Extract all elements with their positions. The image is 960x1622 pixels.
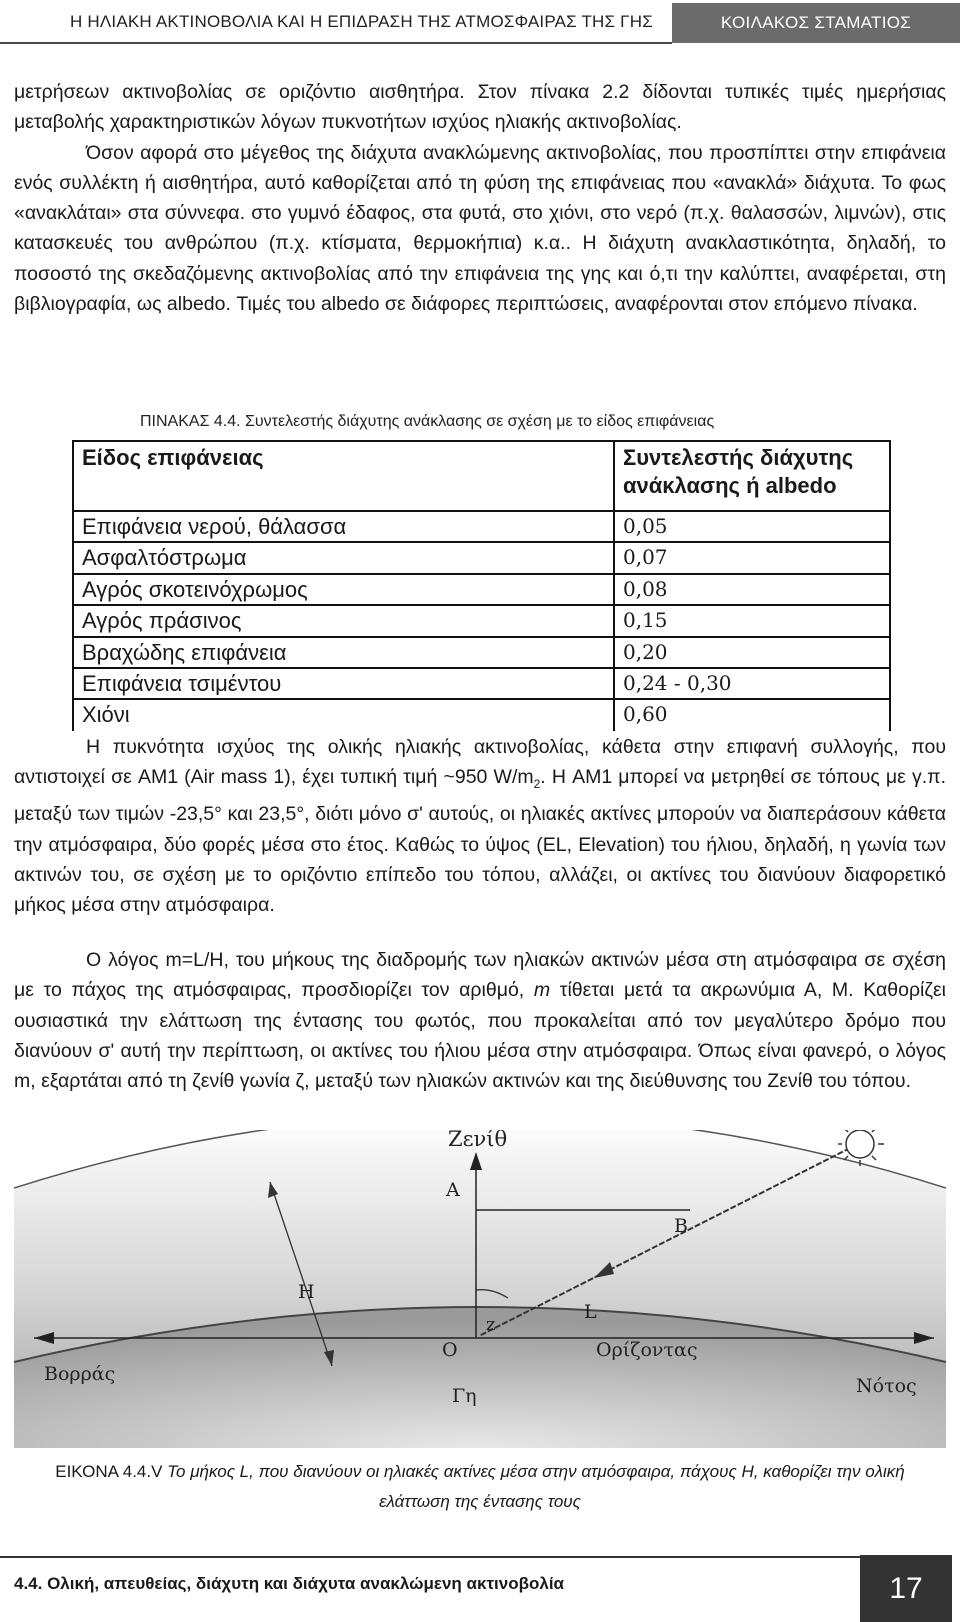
label-zenith: Ζενίθ — [448, 1130, 508, 1151]
paragraph-1: μετρήσεων ακτινοβολίας σε οριζόντιο αισθητήρα. Στον πίνακα 2.2 δίδονται τυπικές τιμές ημερήσιας μεταβολής χαρακτηριστικών λόγων πυκνοτήτων ισχύος ηλιακής ακτινοβολίας. — [14, 81, 946, 134]
air-mass-figure — [14, 1130, 946, 1448]
albedo-table — [72, 440, 891, 731]
paragraph-3-part1: Η πυκνότητα ισχύος της ολικής ηλιακής ακτινοβολίας, κάθετα στην επιφανή συλλογής, που αντιστοιχεί σε AM1 (Air mass 1), έχει τυπική τιμή ~950 W/m — [14, 736, 946, 789]
albedo-cell: 0,07 — [614, 542, 890, 573]
paragraph-4-m: m — [533, 979, 551, 1002]
label-earth: Γη — [452, 1385, 477, 1407]
paragraph-4-part2: τίθεται μετά τα ακρωνύμια Α, Μ. Καθορίζει ουσιαστικά την ελάττωση της έντασης του φωτός, που προκαλείται από τον μεγαλύτερο δρόμο που διανύουν σ' αυτή την περίπτωση, οι ακτίνες του ήλιου μέσα στην ατμόσφαιρα. Όπως είναι φανερό, ο λόγος m, εξαρτάται από τη ζενίθ γωνία ζ, μεταξύ των ηλιακών ακτινών και της διεύθυνσης του Ζενίθ του τόπου. — [14, 979, 946, 1093]
table-row — [73, 668, 890, 699]
table-header-albedo — [614, 441, 890, 511]
table-row — [73, 511, 890, 542]
table-caption: ΠΙΝΑΚΑΣ 4.4. Συντελεστής διάχυτης ανάκλασης σε σχέση με το είδος επιφάνειας — [140, 413, 715, 430]
page-header — [0, 0, 960, 44]
albedo-cell: 0,60 — [614, 699, 890, 730]
label-h: H — [298, 1281, 315, 1303]
air-mass-diagram — [14, 1130, 946, 1448]
paragraph-3-part2: . Η AM1 μπορεί να μετρηθεί σε τόπους με γ.π. μεταξύ των τιμών -23,5° και 23,5°, διότι μόνο σ' αυτούς, οι ηλιακές ακτίνες μπορούν να διαπεράσουν κάθετα την ατμόσφαιρα, δύο φορές μέσα στο έτος. Καθώς το ύψος (EL, Elevation) του ήλιου, δηλαδή, η γωνία των ακτινών του, σε σχέση με το οριζόντιο επίπεδο του τόπου, αλλάζει, οι ακτίνες του διανύουν διαφορετικό μήκος μέσα στην ατμόσφαιρα. — [14, 766, 946, 917]
header-title: Η ΗΛΙΑΚΗ ΑΚΤΙΝΟΒΟΛΙΑ ΚΑΙ Η ΕΠΙΔΡΑΣΗ ΤΗΣ ΑΤΜΟΣΦΑΙΡΑΣ ΤΗΣ ΓΗΣ — [70, 12, 653, 31]
albedo-cell: 0,15 — [614, 605, 890, 636]
label-l: L — [584, 1301, 597, 1323]
table-header-albedo-line2: ανάκλασης ή albedo — [623, 473, 837, 498]
label-z: z — [486, 1314, 496, 1335]
paragraph-4 — [14, 945, 946, 1096]
figure-caption-label: ΕΙΚΟΝΑ 4.4.V — [55, 1462, 163, 1481]
table-header-row — [73, 441, 890, 511]
paragraph-3 — [14, 732, 946, 921]
footer-section-title: 4.4. Ολική, απευθείας, διάχυτη και διάχυτα ανακλώμενη ακτινοβολία — [14, 1574, 565, 1593]
figure-caption-text: Το μήκος L, που διανύουν οι ηλιακές ακτίνες μέσα στην ατμόσφαιρα, πάχους H, καθορίζει την ολική ελάττωση της έντασης τους — [167, 1462, 905, 1511]
label-south: Νότος — [856, 1375, 917, 1397]
figure-caption — [20, 1457, 940, 1517]
paragraph-2: Όσον αφορά στο μέγεθος της διάχυτα ανακλώμενης ακτινοβολίας, που προσπίπτει στην επιφάνεια ενός συλλέκτη ή αισθητήρα, αυτό καθορίζεται από τη φύση της επιφάνειας που «ανακλά» διάχυτα. Το φως «ανακλάται» στα σύννεφα. στο γυμνό έδαφος, στα φυτά, στο χιόνι, στο νερό (π.χ. θαλασσών, λιμνών), στις κατασκευές του ανθρώπου (π.χ. κτίσματα, θερμοκήπια) κ.α.. Η διάχυτη ανακλαστικότητα, δηλαδή, το ποσοστό της σκεδαζόμενης ακτινοβολίας από την επιφάνεια της γης και ό,τι την καλύπτει, αναφέρεται, στη βιβλιογραφία, ως albedo. Τιμές του albedo σε διάφορες περιπτώσεις, αναφέρονται στον επόμενο πίνακα. — [14, 141, 946, 316]
label-a: A — [446, 1179, 460, 1201]
surface-cell: Επιφάνεια τσιμέντου — [73, 668, 614, 699]
surface-cell: Χιόνι — [73, 699, 614, 730]
surface-cell: Βραχώδης επιφάνεια — [73, 637, 614, 668]
footer-rule — [0, 1556, 860, 1558]
label-b: B — [674, 1215, 688, 1237]
albedo-cell: 0,08 — [614, 574, 890, 605]
table-row — [73, 542, 890, 573]
paragraph-4-part1: Ο λόγος m=L/H, του μήκους της διαδρομής των ηλιακών ακτινών μέσα στη ατμόσφαιρα σε σχέση με το πάχος της ατμόσφαιρας, προσδιορίζει τον αριθμό, — [14, 949, 946, 1002]
surface-cell: Επιφάνεια νερού, θάλασσα — [73, 511, 614, 542]
table-header-surface: Είδος επιφάνειας — [73, 441, 614, 511]
surface-cell: Ασφαλτόστρωμα — [73, 542, 614, 573]
label-horizon: Ορίζοντας — [596, 1339, 698, 1361]
table-row — [73, 637, 890, 668]
albedo-cell: 0,05 — [614, 511, 890, 542]
table-row — [73, 605, 890, 636]
surface-cell: Αγρός πράσινος — [73, 605, 614, 636]
table-row — [73, 574, 890, 605]
table-row — [73, 699, 890, 730]
label-north: Βορράς — [44, 1363, 116, 1385]
page-number: 17 — [860, 1555, 952, 1622]
label-o: O — [442, 1339, 458, 1361]
table-header-albedo-line1: Συντελεστής διάχυτης — [623, 445, 854, 470]
intro-text — [14, 77, 946, 319]
albedo-cell: 0,20 — [614, 637, 890, 668]
albedo-cell: 0,24 - 0,30 — [614, 668, 890, 699]
header-author: ΚΟΙΛΑΚΟΣ ΣΤΑΜΑΤΙΟΣ — [672, 3, 960, 43]
paragraph-3-subscript: 2 — [533, 777, 541, 792]
header-rule — [0, 42, 672, 44]
surface-cell: Αγρός σκοτεινόχρωμος — [73, 574, 614, 605]
